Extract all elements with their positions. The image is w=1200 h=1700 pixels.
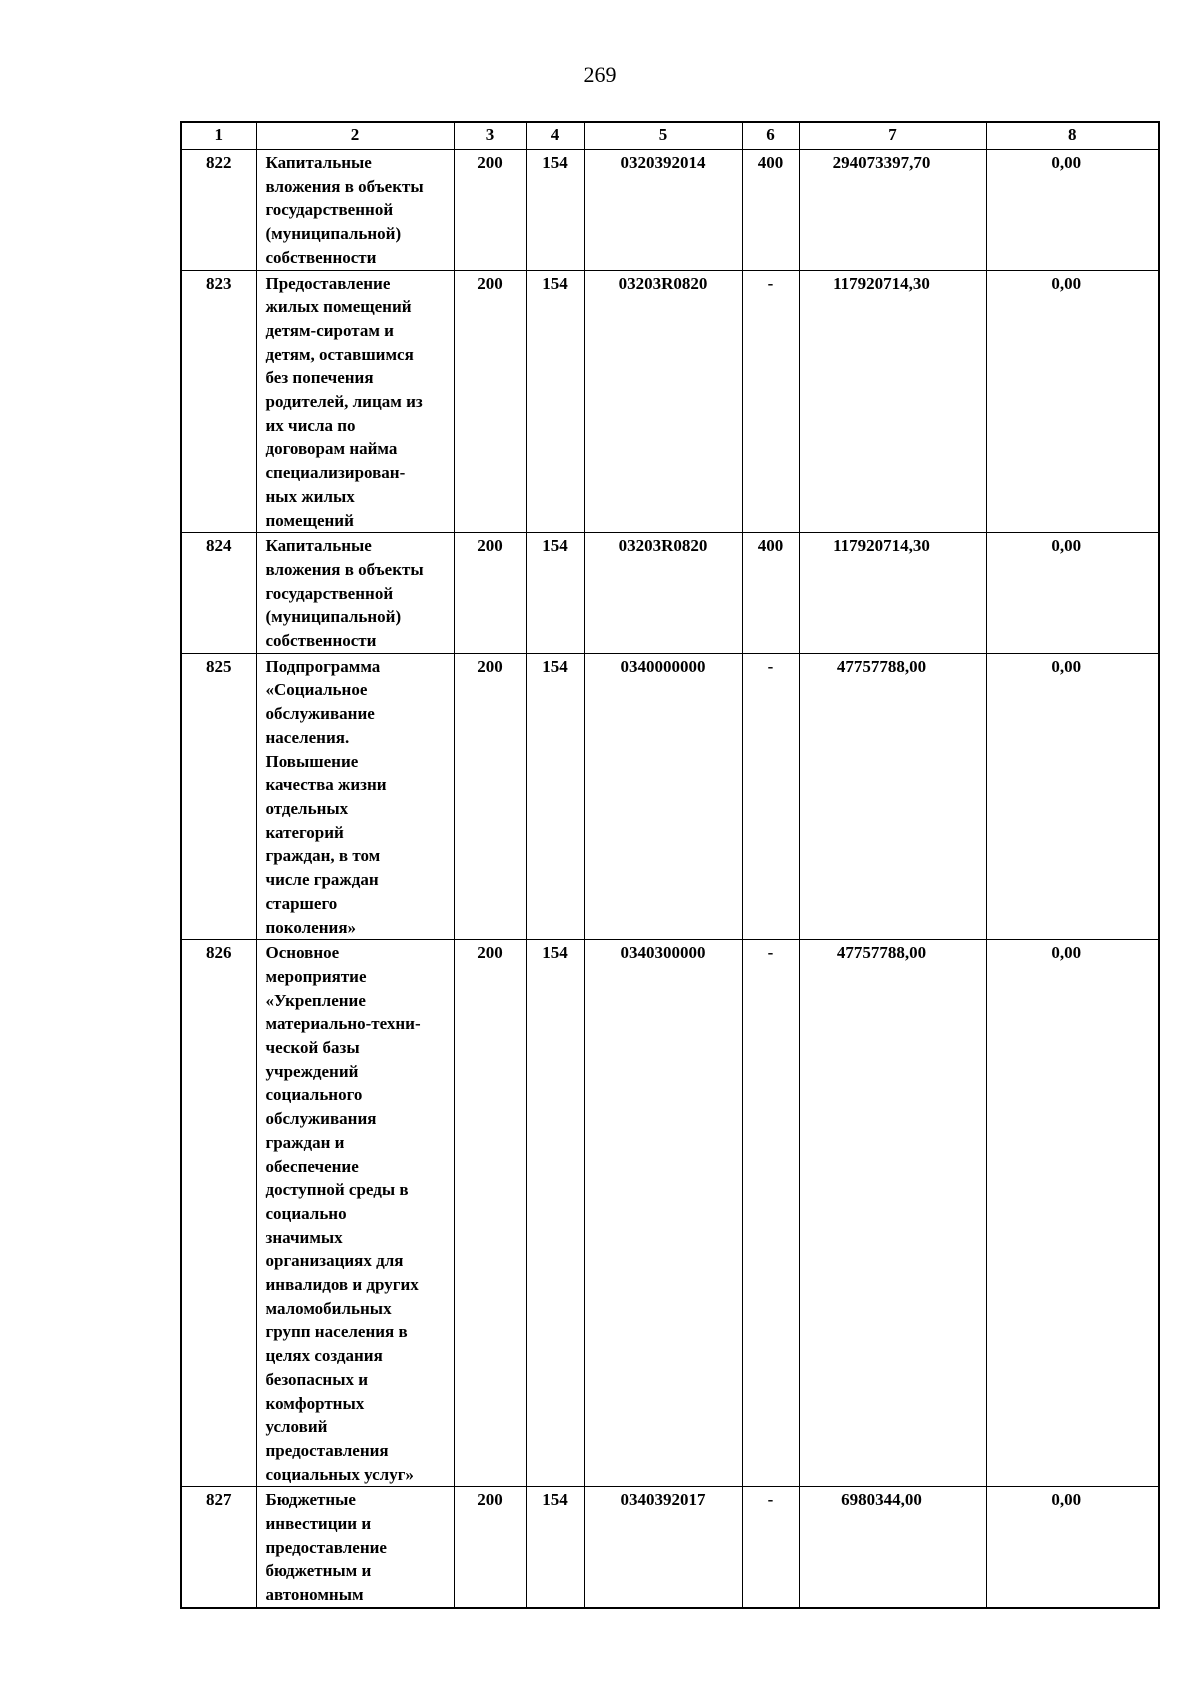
row-name-line: населения. — [265, 727, 350, 747]
row-code-6: - — [742, 653, 799, 939]
row-name-line: предоставления — [265, 1440, 389, 1460]
row-name-line: детям-сиротам и — [265, 320, 394, 340]
row-name-line: предоставление — [265, 1537, 387, 1557]
row-number: 823 — [181, 270, 256, 533]
row-code-5: 0340000000 — [584, 653, 742, 939]
row-name-line: государственной — [265, 583, 394, 603]
row-code-3: 200 — [454, 940, 526, 1487]
row-code-6: - — [742, 940, 799, 1487]
row-code-3: 200 — [454, 533, 526, 654]
row-amount-8: 0,00 — [986, 270, 1159, 533]
row-name-line: вложения в объекты — [265, 559, 424, 579]
row-amount-8: 0,00 — [986, 150, 1159, 271]
page-number: 269 — [583, 62, 617, 87]
row-name-line: обеспечение — [265, 1156, 359, 1176]
row-code-4: 154 — [526, 150, 584, 271]
row-name-line: отдельных — [265, 798, 349, 818]
row-amount-7: 117920714,30 — [799, 270, 986, 533]
row-name-line: Предоставление — [265, 273, 391, 293]
row-code-3: 200 — [454, 270, 526, 533]
row-name-line: Повышение — [265, 751, 359, 771]
row-name-line: социальных услуг» — [265, 1464, 414, 1484]
row-name-line: без попечения — [265, 368, 374, 388]
row-code-3: 200 — [454, 150, 526, 271]
row-name — [256, 1487, 454, 1608]
col-header-4: 4 — [526, 122, 584, 150]
row-name-line: собственности — [265, 631, 377, 651]
row-name-line: специализирован- — [265, 463, 406, 483]
table-row — [181, 1487, 1159, 1608]
row-name-line: автономным — [265, 1585, 364, 1605]
row-name-line: жилых помещений — [265, 297, 412, 317]
row-name — [256, 533, 454, 654]
row-name-line: инвестиции и — [265, 1514, 372, 1534]
row-name-line: обслуживание — [265, 704, 375, 724]
row-amount-7: 47757788,00 — [799, 653, 986, 939]
row-name-line: родителей, лицам из — [265, 392, 423, 412]
row-code-5: 03203R0820 — [584, 270, 742, 533]
row-code-3: 200 — [454, 1487, 526, 1608]
row-code-4: 154 — [526, 270, 584, 533]
row-name-line: Капитальные — [265, 536, 372, 556]
row-name-line: групп населения в — [265, 1322, 408, 1342]
row-amount-8: 0,00 — [986, 1487, 1159, 1608]
table-row — [181, 150, 1159, 271]
row-name-line: целях создания — [265, 1346, 383, 1366]
table-row — [181, 270, 1159, 533]
row-code-6: - — [742, 270, 799, 533]
row-number: 826 — [181, 940, 256, 1487]
row-number: 827 — [181, 1487, 256, 1608]
row-number: 824 — [181, 533, 256, 654]
row-name-line: значимых — [265, 1227, 343, 1247]
row-name-line: Подпрограмма — [265, 656, 381, 676]
table-row — [181, 940, 1159, 1487]
col-header-8: 8 — [986, 122, 1159, 150]
row-name-line: (муниципальной) — [265, 607, 402, 627]
row-name-line: материально-техни- — [265, 1014, 421, 1034]
col-header-7: 7 — [799, 122, 986, 150]
row-name-line: обслуживания — [265, 1109, 377, 1129]
row-name-line: социального — [265, 1085, 363, 1105]
row-name-line: мероприятие — [265, 966, 367, 986]
row-number: 825 — [181, 653, 256, 939]
row-amount-7: 117920714,30 — [799, 533, 986, 654]
row-amount-8: 0,00 — [986, 940, 1159, 1487]
row-name — [256, 150, 454, 271]
row-amount-8: 0,00 — [986, 533, 1159, 654]
row-name — [256, 940, 454, 1487]
col-header-5: 5 — [584, 122, 742, 150]
row-name-line: числе граждан — [265, 870, 379, 890]
row-name-line: качества жизни — [265, 775, 387, 795]
row-code-5: 0340300000 — [584, 940, 742, 1487]
row-name-line: Бюджетные — [265, 1490, 356, 1510]
row-name-line: условий — [265, 1417, 328, 1437]
col-header-2: 2 — [256, 122, 454, 150]
row-name-line: договорам найма — [265, 439, 398, 459]
row-name-line: поколения» — [265, 917, 357, 937]
row-name-line: «Социальное — [265, 680, 368, 700]
row-name-line: старшего — [265, 893, 338, 913]
row-name — [256, 270, 454, 533]
row-code-4: 154 — [526, 1487, 584, 1608]
budget-table — [180, 121, 1160, 1609]
row-code-4: 154 — [526, 653, 584, 939]
row-name-line: комфортных — [265, 1393, 365, 1413]
row-name-line: собственности — [265, 247, 377, 267]
row-name — [256, 653, 454, 939]
row-name-line: граждан и — [265, 1132, 345, 1152]
row-name-line: граждан, в том — [265, 846, 381, 866]
row-code-6: 400 — [742, 150, 799, 271]
row-name-line: их числа по — [265, 415, 356, 435]
row-amount-8: 0,00 — [986, 653, 1159, 939]
header-row — [181, 122, 1159, 150]
row-name-line: организациях для — [265, 1251, 404, 1271]
row-name-line: инвалидов и других — [265, 1275, 419, 1295]
row-amount-7: 6980344,00 — [799, 1487, 986, 1608]
row-amount-7: 47757788,00 — [799, 940, 986, 1487]
col-header-1: 1 — [181, 122, 256, 150]
row-name-line: безопасных и — [265, 1369, 369, 1389]
row-code-4: 154 — [526, 533, 584, 654]
row-name-line: вложения в объекты — [265, 176, 424, 196]
col-header-3: 3 — [454, 122, 526, 150]
row-name-line: категорий — [265, 822, 344, 842]
col-header-6: 6 — [742, 122, 799, 150]
row-name-line: бюджетным и — [265, 1561, 372, 1581]
row-name-line: маломобильных — [265, 1298, 392, 1318]
row-number: 822 — [181, 150, 256, 271]
row-code-6: - — [742, 1487, 799, 1608]
row-name-line: ческой базы — [265, 1038, 360, 1058]
row-code-5: 0320392014 — [584, 150, 742, 271]
row-name-line: Основное — [265, 943, 340, 963]
row-name-line: детям, оставшимся — [265, 344, 414, 364]
row-code-4: 154 — [526, 940, 584, 1487]
row-name-line: помещений — [265, 510, 354, 530]
table-row — [181, 653, 1159, 939]
row-code-5: 03203R0820 — [584, 533, 742, 654]
table-row — [181, 533, 1159, 654]
row-name-line: Капитальные — [265, 153, 372, 172]
row-name-line: государственной — [265, 200, 394, 220]
row-name-line: (муниципальной) — [265, 224, 402, 244]
row-name-line: социально — [265, 1203, 347, 1223]
row-name-line: учреждений — [265, 1061, 359, 1081]
table-body — [181, 150, 1159, 1608]
row-amount-7: 294073397,70 — [799, 150, 986, 271]
row-name-line: «Укрепление — [265, 990, 366, 1010]
row-code-5: 0340392017 — [584, 1487, 742, 1608]
row-code-3: 200 — [454, 653, 526, 939]
row-name-line: доступной среды в — [265, 1180, 409, 1200]
row-name-line: ных жилых — [265, 486, 355, 506]
row-code-6: 400 — [742, 533, 799, 654]
